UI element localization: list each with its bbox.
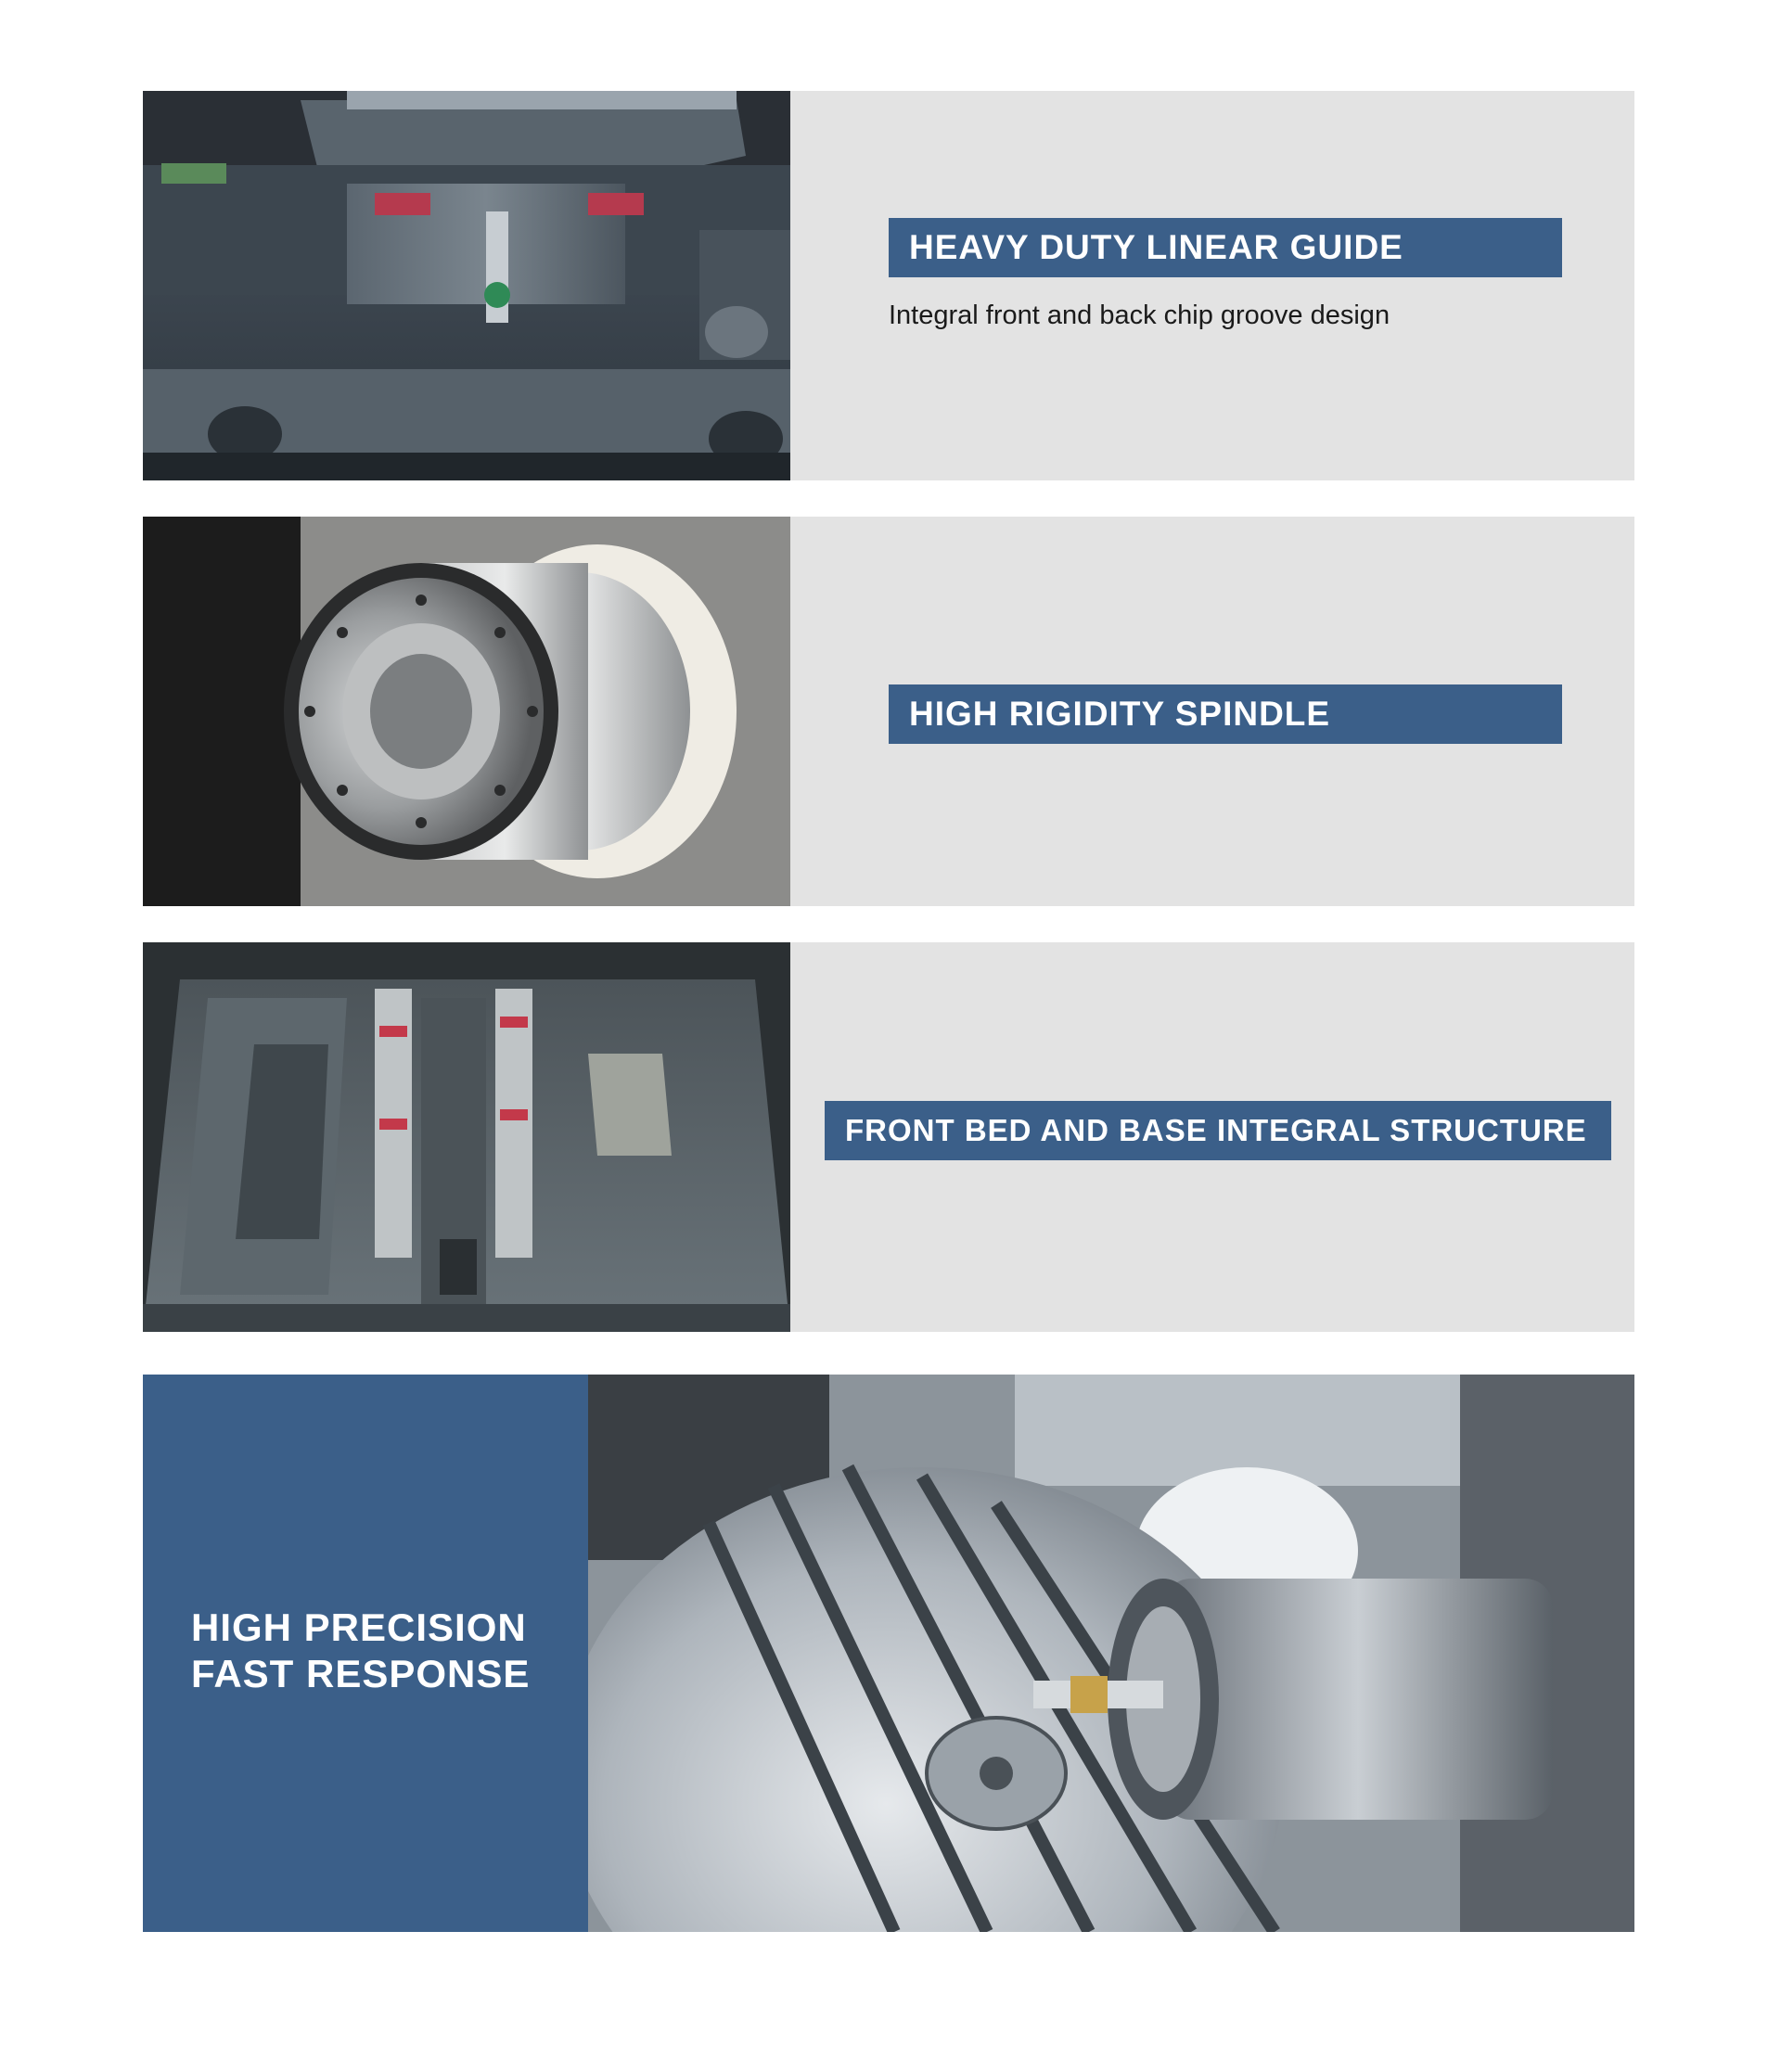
section-description: Integral front and back chip groove design — [889, 301, 1390, 330]
section-title: HIGH RIGIDITY SPINDLE — [909, 695, 1331, 733]
feature-headline-line2: FAST RESPONSE — [191, 1652, 531, 1695]
feature-headline-panel — [143, 1375, 588, 1932]
section-title-bar — [825, 1101, 1611, 1160]
bed-structure-photo — [143, 942, 790, 1332]
feature-headline — [191, 1605, 530, 1697]
feature-headline-line1: HIGH PRECISION — [191, 1605, 527, 1649]
section-bed-structure — [143, 942, 1634, 1332]
section-title-bar — [889, 218, 1562, 277]
linear-guide-photo — [143, 91, 790, 480]
feature-block — [143, 1375, 1634, 1932]
section-title: HEAVY DUTY LINEAR GUIDE — [909, 228, 1403, 266]
rotary-table-photo — [588, 1375, 1634, 1932]
section-linear-guide — [143, 91, 1634, 480]
section-spindle — [143, 517, 1634, 906]
spindle-photo — [143, 517, 790, 906]
section-title: FRONT BED AND BASE INTEGRAL STRUCTURE — [845, 1113, 1587, 1147]
section-title-bar — [889, 684, 1562, 744]
